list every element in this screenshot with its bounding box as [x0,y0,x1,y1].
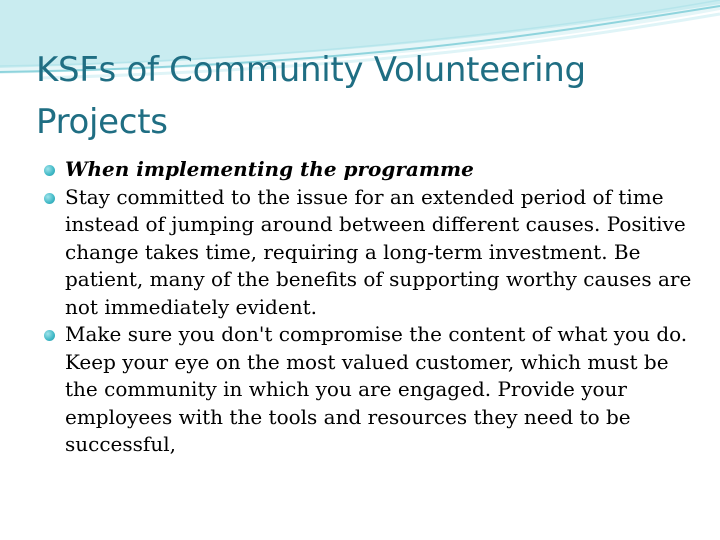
bullet-dot-icon [44,165,55,176]
bullet-list [44,156,694,459]
bullet-text: Make sure you don't compromise the content of what you do. Keep your eye on the most valued customer, which must be the community in which you are engaged. Provide your employees with the tools and resources they need to be successful, [65,322,688,456]
slide-title: KSFs of Community Volunteering Projects [36,50,586,142]
bullet-text: Stay committed to the issue for an extended period of time instead of jumping around between different causes. Positive change takes time, requiring a long-term investment. Be patient, many of the benefits of supporting worthy causes are not immediately evident. [65,184,692,319]
bullet-dot-icon [44,193,55,204]
bullet-item [44,321,694,459]
bullet-dot-icon [44,330,55,341]
bullet-item [44,184,694,322]
bullet-text: When implementing the programme [65,157,474,181]
bullet-item [44,156,694,184]
